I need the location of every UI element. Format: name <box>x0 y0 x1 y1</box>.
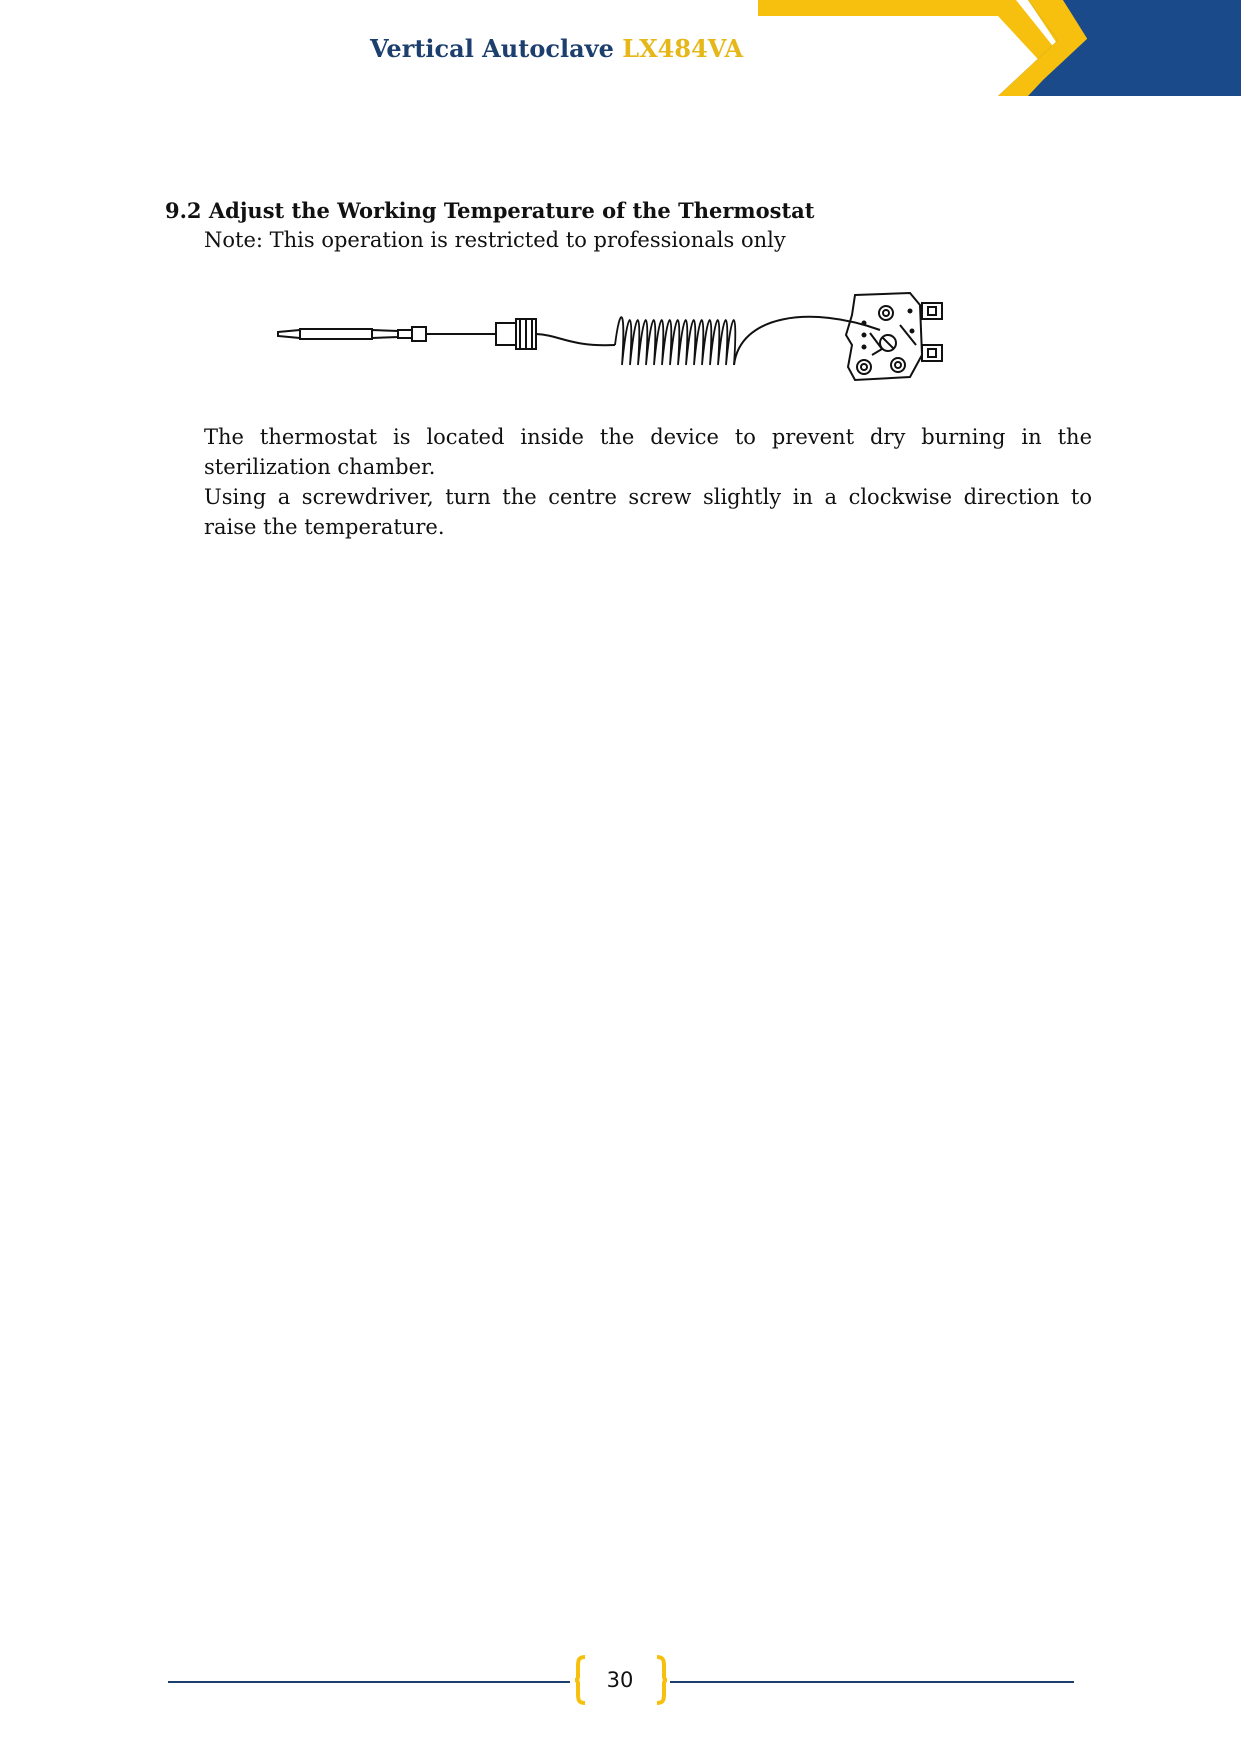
paragraph-location: The thermostat is located inside the device to prevent dry burning in the sterilization chamber. <box>204 425 1092 479</box>
paragraph-adjustment: Using a screwdriver, turn the centre screw slightly in a clockwise direction to raise the temperature. <box>204 485 1092 539</box>
right-bracket-icon <box>654 1655 668 1705</box>
cable-fitting <box>412 319 536 349</box>
page-number: 30 <box>606 1668 634 1692</box>
professional-note: Note: This operation is restricted to professionals only <box>204 228 786 252</box>
document-title <box>370 34 743 63</box>
section-heading: 9.2 Adjust the Working Temperature of the Thermostat <box>165 198 815 223</box>
capillary-coil <box>615 317 735 365</box>
document-title-main: Vertical Autoclave <box>370 34 623 63</box>
thermostat-terminals <box>922 303 942 361</box>
model-number: LX484VA <box>622 34 744 63</box>
left-bracket-icon <box>574 1655 588 1705</box>
thermostat-diagram <box>270 285 970 415</box>
footer-rule-left <box>168 1681 570 1683</box>
footer-rule-right <box>670 1681 1074 1683</box>
corner-decoration <box>758 0 1241 96</box>
thermostat-body <box>846 293 922 380</box>
sensor-bulb <box>278 329 412 339</box>
